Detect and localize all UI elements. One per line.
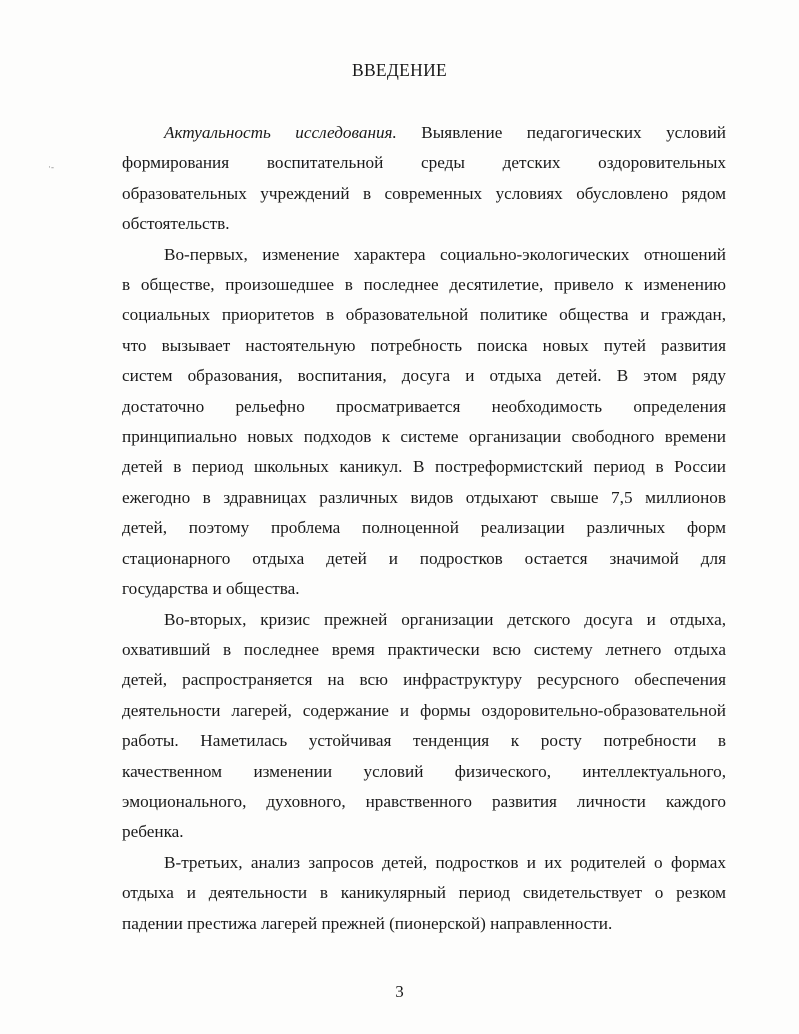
text-line xyxy=(122,878,726,908)
line-text: Во-первых, изменение характера социально-экологических отношений xyxy=(164,244,726,264)
line-text: формирования воспитательной среды детских оздоровительных xyxy=(122,153,726,173)
line-text: деятельности лагерей, содержание и формы оздоровительно-образовательной xyxy=(122,700,726,720)
body-text xyxy=(122,118,726,939)
line-text: Во-вторых, кризис прежней организации детского досуга и отдыха, xyxy=(164,609,726,629)
text-line xyxy=(122,209,726,239)
line-text: детей в период школьных каникул. В постреформистский период в России xyxy=(122,457,726,477)
page-number: 3 xyxy=(395,982,404,1001)
text-line xyxy=(122,483,726,513)
text-line xyxy=(122,544,726,574)
paragraph xyxy=(122,605,726,848)
line-text: стационарного отдыха детей и подростков остается значимой для xyxy=(122,548,726,568)
line-text: ребенка. xyxy=(122,822,184,842)
line-text: систем образования, воспитания, досуга и отдыха детей. В этом ряду xyxy=(122,366,726,386)
text-line xyxy=(122,726,726,756)
line-text: охвативший в последнее время практически всю систему летнего отдыха xyxy=(122,639,726,659)
line-text: падении престижа лагерей прежней (пионерской) направленности. xyxy=(122,913,613,933)
line-text: принципиально новых подходов к системе организации свободного времени xyxy=(122,427,726,447)
text-line xyxy=(122,696,726,726)
page-title: ВВЕДЕНИЕ xyxy=(351,60,448,80)
italic-lead: Актуальность исследования. xyxy=(164,123,397,142)
text-line xyxy=(122,179,726,209)
text-line xyxy=(122,848,726,878)
line-text: детей, распространяется на всю инфраструктуру ресурсного обеспечения xyxy=(122,670,726,690)
text-line xyxy=(122,787,726,817)
text-line xyxy=(122,392,726,422)
line-text: детей, поэтому проблема полноценной реализации различных форм xyxy=(122,518,726,538)
text-line xyxy=(122,300,726,330)
line-text: в обществе, произошедшее в последнее десятилетие, привело к изменению xyxy=(122,275,726,295)
text-line xyxy=(122,270,726,300)
line-text: отдыха и деятельности в каникулярный период свидетельствует о резком xyxy=(122,883,726,903)
line-text: работы. Наметилась устойчивая тенденция к росту потребности в xyxy=(122,731,726,751)
line-text: качественном изменении условий физического, интеллектуального, xyxy=(122,761,726,781)
text-line xyxy=(122,452,726,482)
scan-artifact: ·- xyxy=(48,162,54,172)
line-text: Выявление педагогических условий xyxy=(396,123,726,142)
line-text: обстоятельств. xyxy=(122,214,230,234)
line-text: государства и общества. xyxy=(122,579,300,599)
line-text: В-третьих, анализ запросов детей, подростков и их родителей о формах xyxy=(164,852,726,872)
text-line xyxy=(122,118,726,148)
text-line xyxy=(122,635,726,665)
line-text: образовательных учреждений в современных условиях обусловлено рядом xyxy=(122,183,726,203)
text-line xyxy=(122,817,726,847)
text-line xyxy=(122,240,726,270)
text-line xyxy=(122,513,726,543)
text-line xyxy=(122,148,726,178)
line-text: эмоционального, духовного, нравственного развития личности каждого xyxy=(122,791,726,811)
text-line xyxy=(122,909,726,939)
line-text: ежегодно в здравницах различных видов отдыхают свыше 7,5 миллионов xyxy=(122,487,726,507)
line-text: что вызывает настоятельную потребность поиска новых путей развития xyxy=(122,335,726,355)
line-text: достаточно рельефно просматривается необходимость определения xyxy=(122,396,726,416)
line-text: социальных приоритетов в образовательной политике общества и граждан, xyxy=(122,305,726,325)
paragraph xyxy=(122,240,726,605)
text-line xyxy=(122,665,726,695)
text-line xyxy=(122,605,726,635)
paragraph xyxy=(122,848,726,939)
text-line xyxy=(122,574,726,604)
paragraph xyxy=(122,118,726,240)
text-line xyxy=(122,422,726,452)
text-line xyxy=(122,331,726,361)
text-line xyxy=(122,757,726,787)
text-line xyxy=(122,361,726,391)
